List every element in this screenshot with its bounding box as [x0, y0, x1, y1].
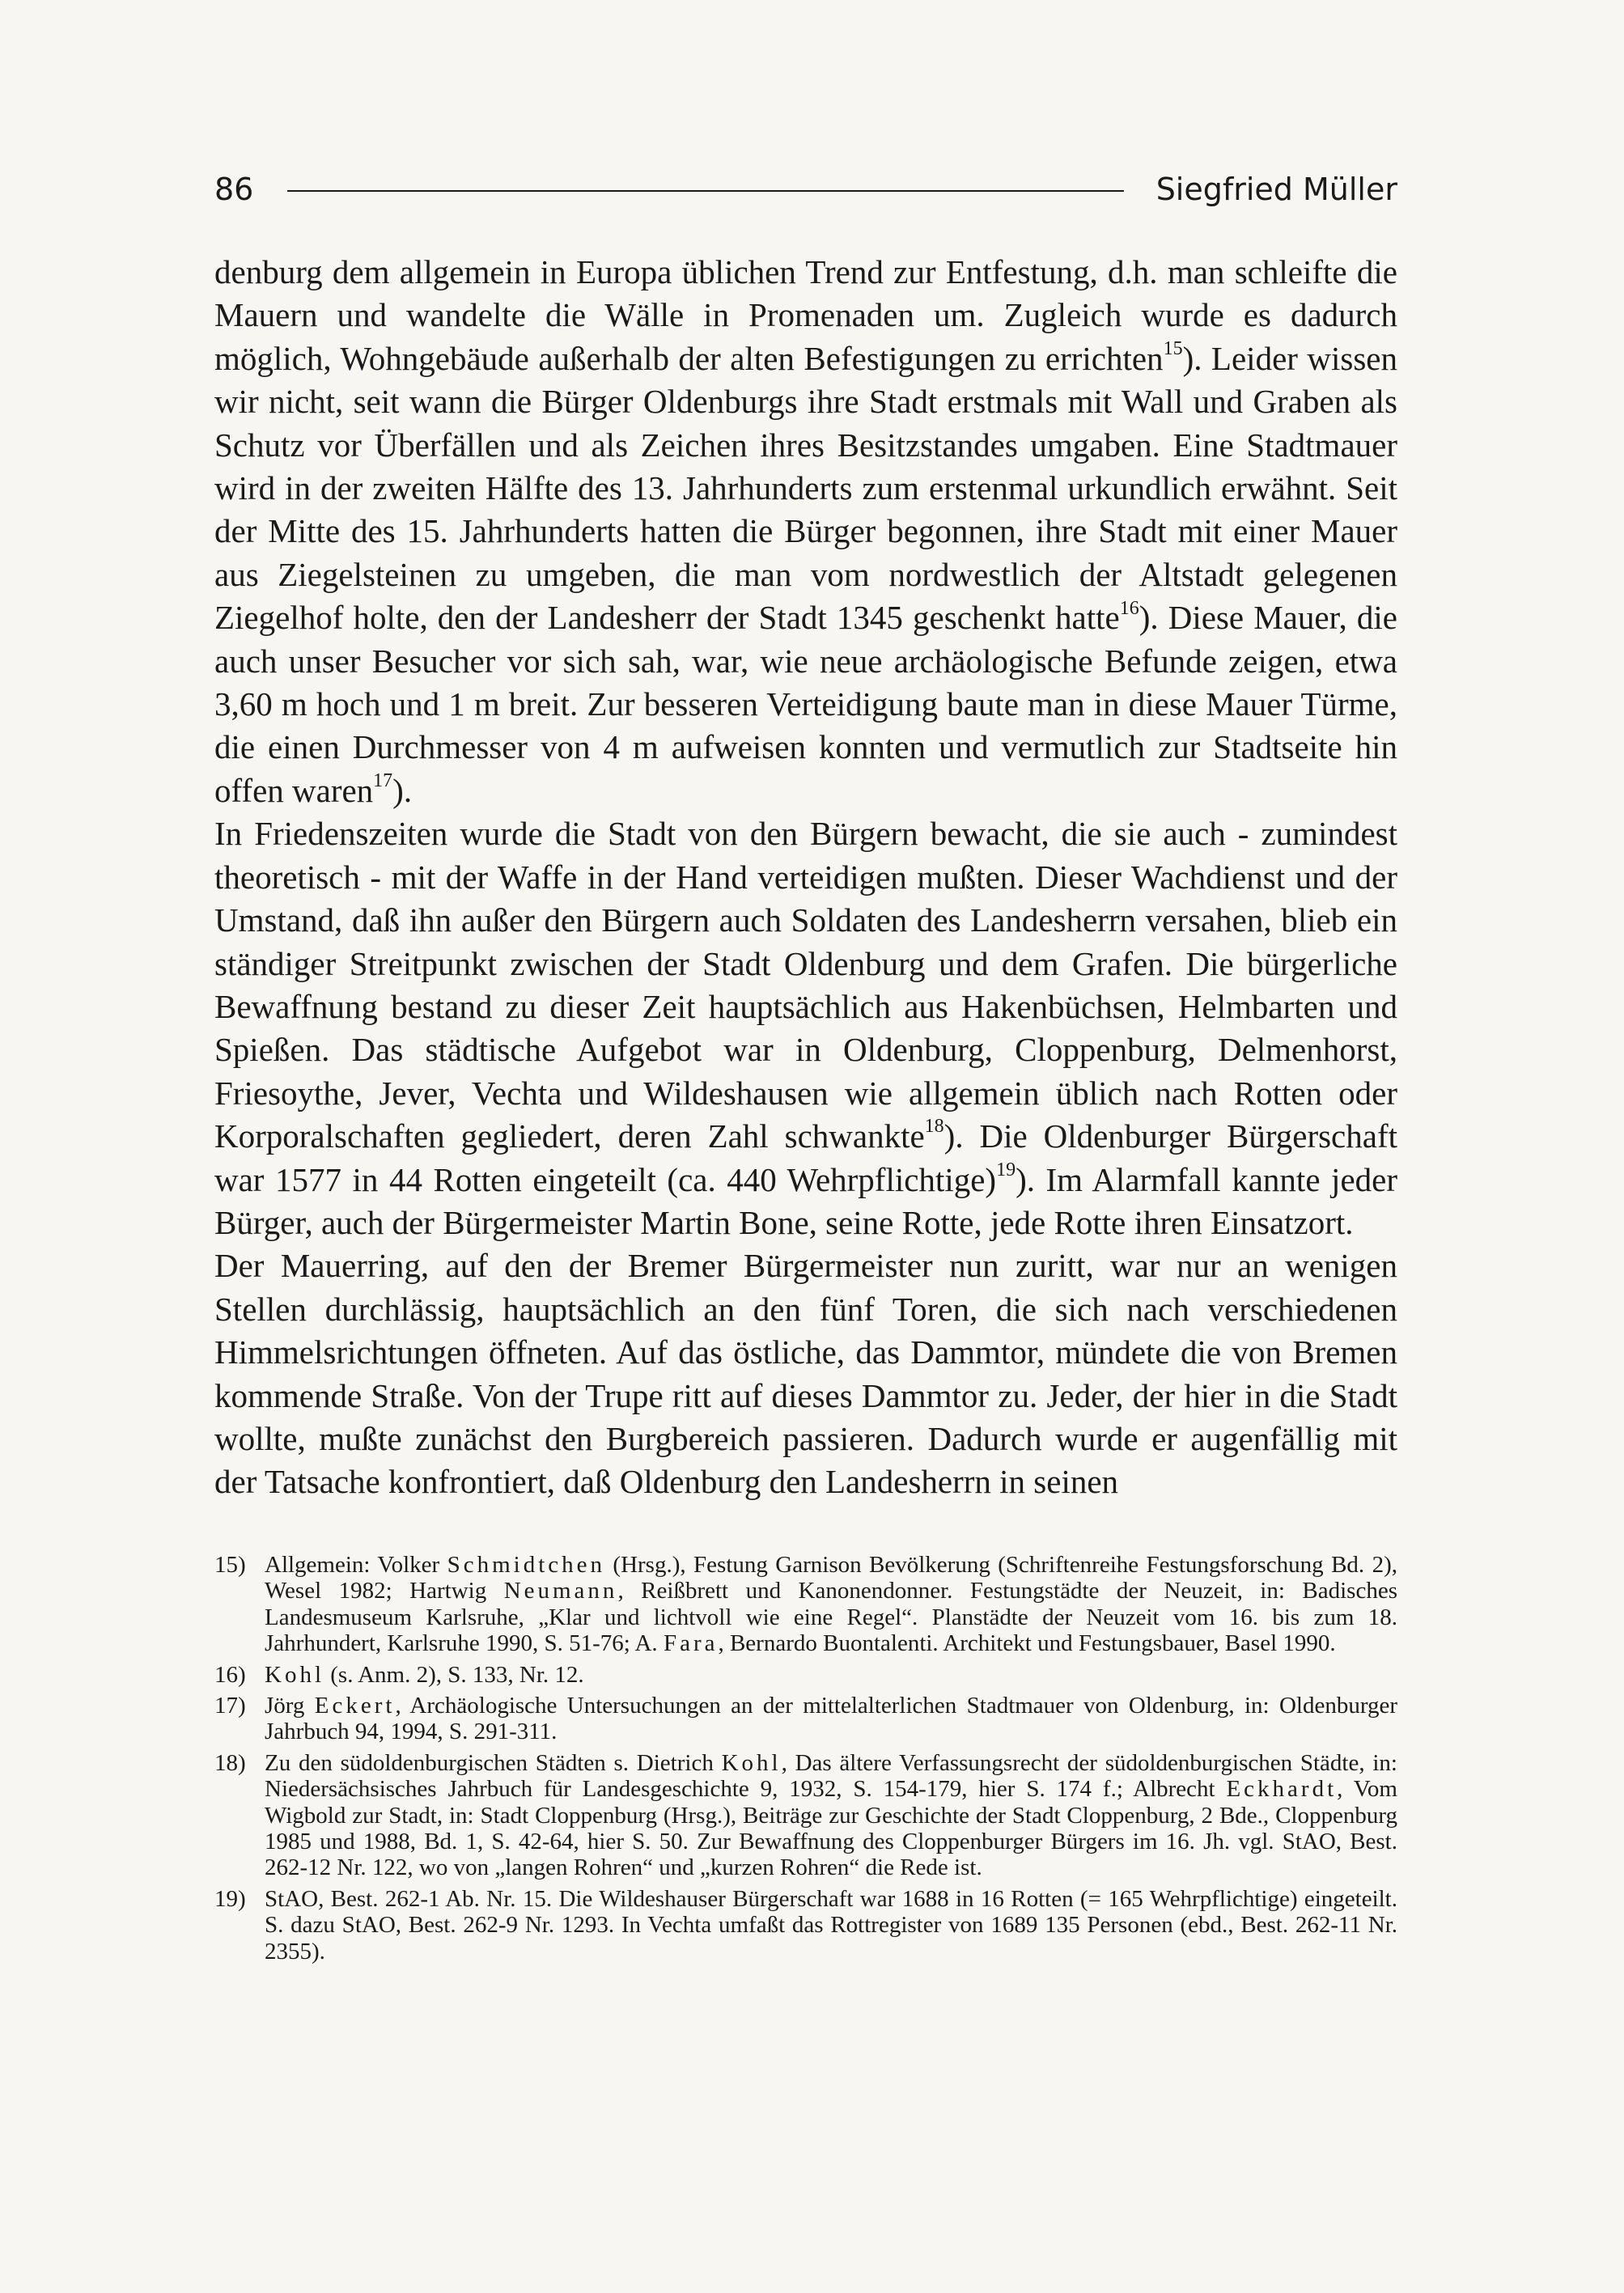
author-name: Eckert	[314, 1693, 396, 1719]
footnote-text	[265, 1662, 1397, 1688]
footnote-number: 16)	[214, 1661, 246, 1688]
text-run: Jörg	[265, 1693, 315, 1719]
running-header	[214, 165, 1397, 214]
text-run: , Archäologische Untersuchungen an der mittelalterlichen Stadtmauer von Oldenburg, in: Oldenburger Jahrbuch 94, 1994, S. 291-311.	[265, 1693, 1397, 1745]
footnote-text	[265, 1886, 1397, 1965]
footnote-number: 15)	[214, 1552, 246, 1578]
paragraph	[214, 812, 1397, 1244]
main-text	[214, 251, 1397, 1504]
text-run: , Reißbrett und Kanonendonner. Festungstädte der Neuzeit, in: Badisches Landesmuseum Karlsruhe, „Klar und lichtvoll wie eine Regel“. Planstädte der Neuzeit vom 16. bis zum 18. Jahrhundert, Karlsruhe 1990, S. 51-76; A.	[265, 1578, 1397, 1657]
footnotes	[214, 1552, 1397, 1969]
footnote	[214, 1750, 1397, 1881]
text-run: ).	[392, 771, 413, 809]
footnote-ref: 15	[1163, 338, 1183, 360]
footnote	[214, 1886, 1397, 1965]
author-name: Kohl	[265, 1661, 324, 1688]
paragraph	[214, 1244, 1397, 1503]
header-rule	[287, 190, 1123, 192]
text-run: In Friedenszeiten wurde die Stadt von den Bürgern bewacht, die sie auch - zumindest theoretisch - mit der Waffe in der Hand verteidigen mußten. Dieser Wachdienst und der Umstand, daß ihn außer den Bürgern auch Soldaten des Landesherrn versahen, blieb ein ständiger Streitpunkt zwischen der Stadt Oldenburg und dem Grafen. Die bürgerliche Bewaffnung bestand zu dieser Zeit hauptsächlich aus Hakenbüchsen, Helmbarten und Spießen. Das städtische Aufgebot war in Oldenburg, Cloppenburg, Delmenhorst, Friesoythe, Jever, Vechta und Wildeshausen wie allgemein üblich nach Rotten oder Korporalschaften gegliedert, deren Zahl schwankte	[214, 815, 1397, 1155]
footnote-ref: 16	[1119, 597, 1139, 619]
text-run: , Das ältere Verfassungsrecht der südoldenburgischen Städte, in: Niedersächsisches Jahrbuch für Landesgeschichte 9, 1932, S. 154-179, hier S. 174 f.; Albrecht	[265, 1749, 1397, 1803]
text-run: ). Die Oldenburger Bürgerschaft war 1577 in 44 Rotten eingeteilt (ca. 440 Wehrpflichtige)	[214, 1117, 1397, 1198]
text-run: Der Mauerring, auf den der Bremer Bürgermeister nun zuritt, war nur an wenigen Stellen durchlässig, hauptsächlich an den fünf Toren, die sich nach verschiedenen Himmelsrichtungen öffneten. Auf das östliche, das Dammtor, mündete die von Bremen kommende Straße. Von der Trupe ritt auf dieses Dammtor zu. Jeder, der hier in die Stadt wollte, mußte zunächst den Burgbereich passieren. Dadurch wurde er augenfällig mit der Tatsache konfrontiert, daß Oldenburg den Landesherrn in seinen	[214, 1247, 1397, 1501]
text-run: Zu den südoldenburgischen Städten s. Dietrich	[265, 1749, 722, 1776]
author-name: Kohl	[721, 1749, 782, 1776]
footnote-ref: 19	[996, 1159, 1016, 1180]
footnote-number: 19)	[214, 1885, 246, 1912]
footnote	[214, 1662, 1397, 1688]
text-run: ). Diese Mauer, die auch unser Besucher vor sich sah, war, wie neue archäologische Befunde zeigen, etwa 3,60 m hoch und 1 m breit. Zur besseren Verteidigung baute man in diese Mauer Türme, die einen Durchmesser von 4 m aufweisen konnten und vermutlich zur Stadtseite hin offen waren	[214, 599, 1397, 809]
footnote-number: 17)	[214, 1693, 246, 1719]
text-run: , Vom Wigbold zur Stadt, in: Stadt Cloppenburg (Hrsg.), Beiträge zur Geschichte der Stadt Cloppenburg, 2 Bde., Cloppenburg 1985 und 1988, Bd. 1, S. 42-64, hier S. 50. Zur Bewaffnung des Cloppenburger Bürgers im 16. Jh. vgl. StAO, Best. 262-12 Nr. 122, wo von „langen Rohren“ und „kurzen Rohren“ die Rede ist.	[265, 1776, 1397, 1881]
footnote	[214, 1693, 1397, 1745]
author-name: Schmidtchen	[447, 1552, 605, 1578]
text-run: (Hrsg.), Festung Garnison Bevölkerung (Schriftenreihe Festungsforschung Bd. 2), Wesel 1982; Hartwig	[265, 1552, 1397, 1604]
text-run: ). Leider wissen wir nicht, seit wann die Bürger Oldenburgs ihre Stadt erstmals mit Wall und Graben als Schutz vor Überfällen und als Zeichen ihres Besitzstandes umgaben. Eine Stadtmauer wird in der zweiten Hälfte des 13. Jahrhunderts zum erstenmal urkundlich erwähnt. Seit der Mitte des 15. Jahrhunderts hatten die Bürger begonnen, ihre Stadt mit einer Mauer aus Ziegelsteinen zu umgeben, die man vom nordwestlich der Altstadt gelegenen Ziegelhof holte, den der Landesherr der Stadt 1345 geschenkt hatte	[214, 339, 1398, 637]
book-page	[214, 0, 1397, 2293]
text-run: , Bernardo Buontalenti. Architekt und Festungsbauer, Basel 1990.	[718, 1630, 1336, 1657]
text-run: (s. Anm. 2), S. 133, Nr. 12.	[324, 1661, 584, 1688]
text-run: denburg dem allgemein in Europa üblichen Trend zur Entfestung, d.h. man schleifte die Mauern und wandelte die Wälle in Promenaden um. Zugleich wurde es dadurch möglich, Wohngebäude außerhalb der alten Befestigungen zu errichten	[214, 253, 1397, 377]
text-run: ). Im Alarmfall kannte jeder Bürger, auch der Bürgermeister Martin Bone, seine Rotte, jede Rotte ihren Einsatzort.	[214, 1160, 1397, 1241]
running-author: Siegfried Müller	[1155, 172, 1397, 207]
author-name: Neumann	[503, 1578, 618, 1604]
footnote	[214, 1552, 1397, 1657]
text-run: Allgemein: Volker	[265, 1552, 447, 1578]
footnote-text	[265, 1552, 1397, 1657]
footnote-ref: 18	[924, 1116, 944, 1138]
author-name: Fara	[663, 1630, 719, 1657]
text-run: StAO, Best. 262-1 Ab. Nr. 15. Die Wildeshauser Bürgerschaft war 1688 in 16 Rotten (= 165 Wehrpflichtige) eingeteilt. S. dazu StAO, Best. 262-9 Nr. 1293. In Vechta umfaßt das Rottregister von 1689 135 Personen (ebd., Best. 262-11 Nr. 2355).	[265, 1885, 1397, 1965]
footnote-ref: 17	[373, 770, 393, 792]
paragraph	[214, 251, 1397, 812]
author-name: Eckhardt	[1226, 1776, 1338, 1803]
page-number: 86	[214, 172, 254, 207]
footnote-number: 18)	[214, 1749, 246, 1776]
footnote-text	[265, 1693, 1397, 1745]
footnote-text	[265, 1750, 1397, 1881]
